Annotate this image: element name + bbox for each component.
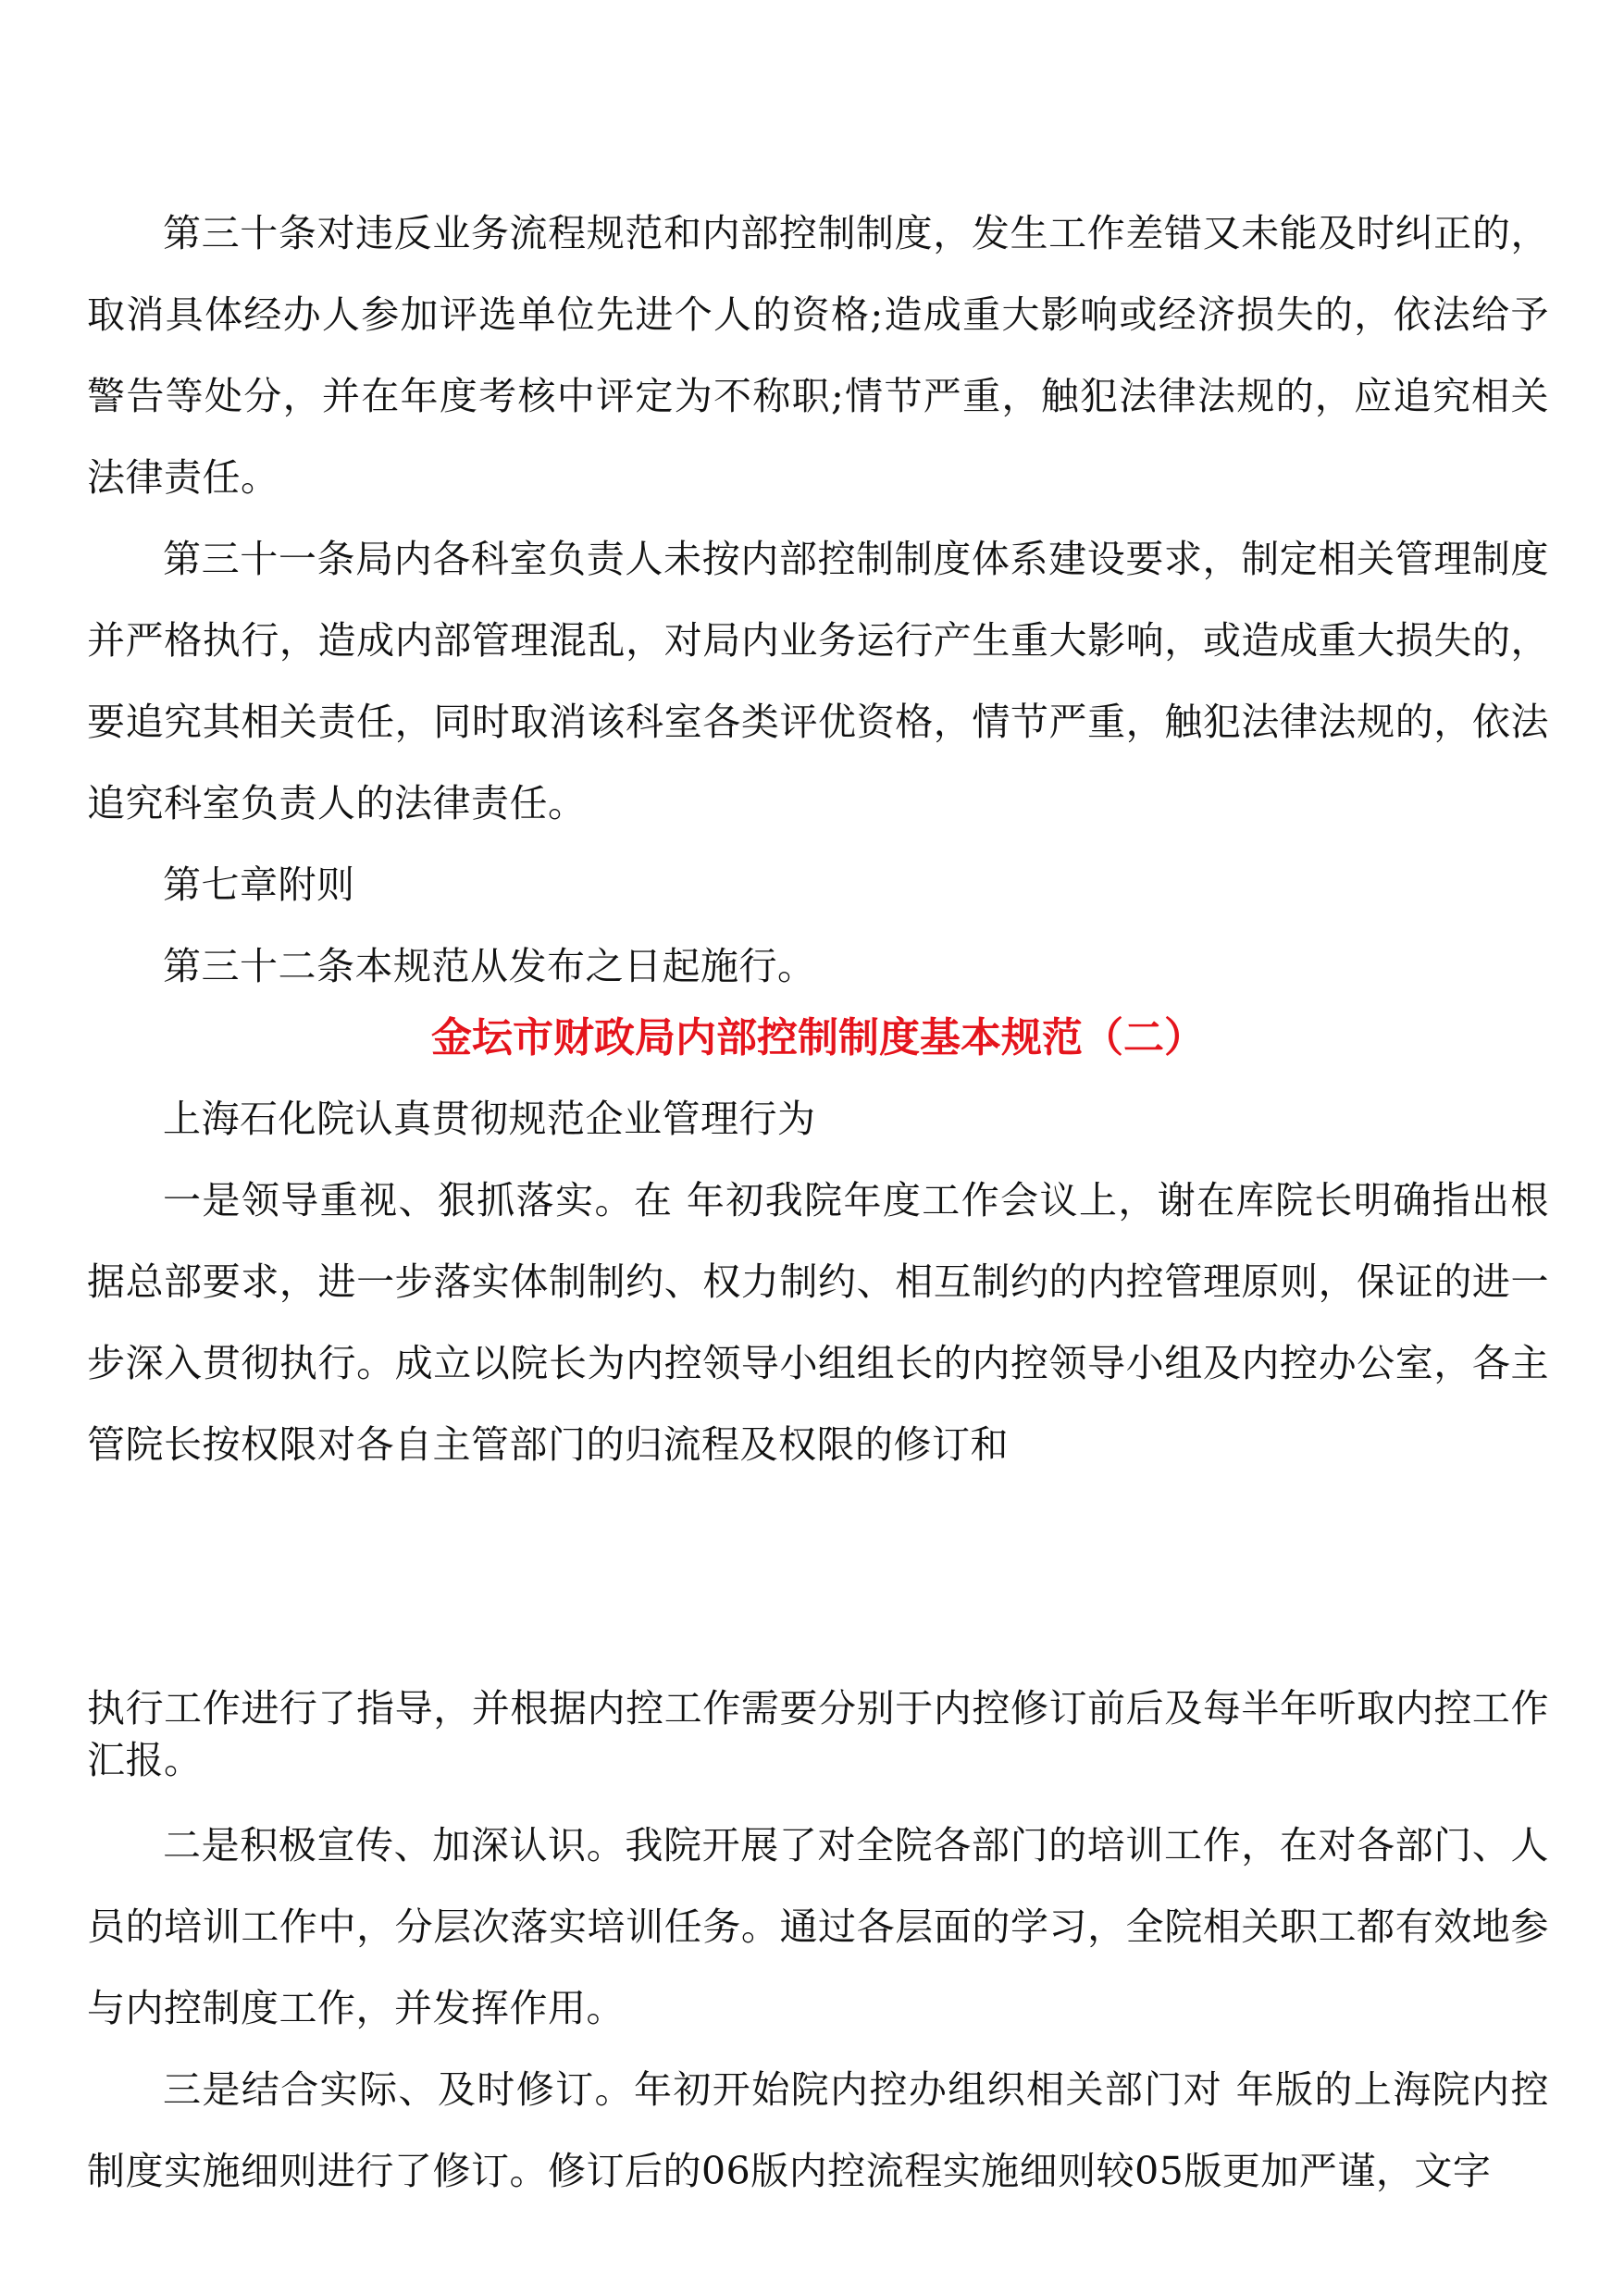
section-shanghai-institute [87, 1078, 1549, 1485]
section-articles-30-32 [87, 192, 1549, 1007]
document-title: 金坛市财政局内部控制制度基本规范（二） [431, 1014, 1205, 1061]
subheading-paragraph: 上海石化院认真贯彻规范企业管理行为 [163, 1097, 816, 1141]
section-continued [87, 1682, 1549, 2212]
point-three-paragraph: 三是结合实际、及时修订。年初开始院内控办组织相关部门对 年版的上海院内控制度实施细则进行了修订。修订后的06版内控流程实施细则较05版更加严谨，文字 [87, 2067, 1549, 2193]
article-30-paragraph: 第三十条对违反业务流程规范和内部控制制度，发生工作差错又未能及时纠正的，取消具体经办人参加评选单位先进个人的资格;造成重大影响或经济损失的，依法给予警告等处分，并在年度考核中评定为不称职;情节严重，触犯法律法规的，应追究相关法律责任。 [87, 211, 1549, 500]
point-two-paragraph: 二是积极宣传、加深认识。我院开展了对全院各部门的培训工作，在对各部门、人员的培训工作中，分层次落实培训任务。通过各层面的学习，全院相关职工都有效地参与内控制度工作，并发挥作用。 [87, 1823, 1549, 2030]
continued-paragraph: 执行工作进行了指导，并根据内控工作需要分别于内控修订前后及每半年听取内控工作汇报。 [87, 1686, 1549, 1782]
point-one-paragraph: 一是领导重视、狠抓落实。在 年初我院年度工作会议上，谢在库院长明确指出根据总部要求，进一步落实体制制约、权力制约、相互制约的内控管理原则，保证的进一步深入贯彻执行。成立以院长为内控领导小组组长的内控领导小组及内控办公室，各主管院长按权限对各自主管部门的归流程及权限的修订和 [87, 1178, 1549, 1467]
chapter-7-heading: 第七章附则 [163, 862, 355, 907]
article-31-paragraph: 第三十一条局内各科室负责人未按内部控制制度体系建设要求，制定相关管理制度并严格执行，造成内部管理混乱，对局内业务运行产生重大影响，或造成重大损失的，要追究其相关责任，同时取消该科室各类评优资格，情节严重，触犯法律法规的，依法追究科室负责人的法律责任。 [87, 537, 1549, 825]
article-32-paragraph: 第三十二条本规范从发布之日起施行。 [163, 944, 816, 988]
